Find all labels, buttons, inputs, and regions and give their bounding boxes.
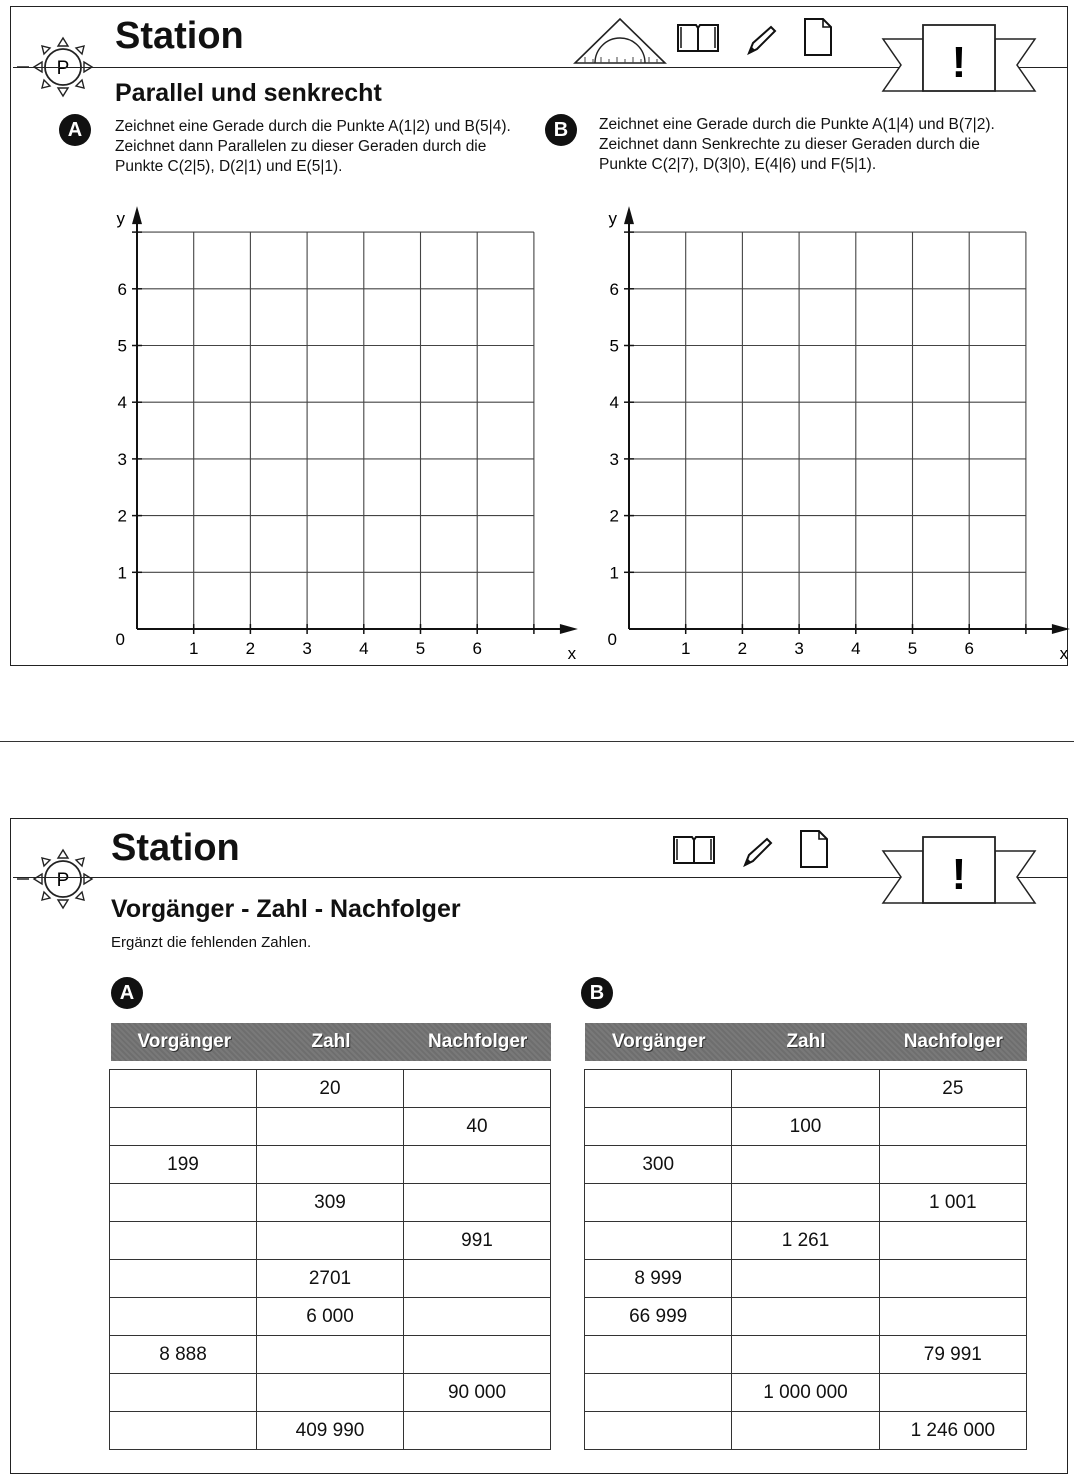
table-row	[110, 1108, 551, 1146]
answer-cell[interactable]	[110, 1070, 257, 1108]
value-cell: 300	[585, 1146, 732, 1184]
pencil-icon	[745, 23, 779, 57]
x-tick-label: 2	[245, 639, 256, 658]
value-cell: 6 000	[257, 1298, 404, 1336]
task-b-text: Zeichnet eine Gerade durch die Punkte A(1|4) und B(7|2). Zeichnet dann Senkrechte zu dieser Geraden durch die Punkte C(2|7), D(3|0), E(4|6) und F(5|1).	[599, 116, 995, 173]
answer-cell[interactable]	[404, 1146, 551, 1184]
origin-label: 0	[607, 630, 617, 649]
cut-line	[0, 741, 1074, 742]
answer-cell[interactable]	[879, 1298, 1026, 1336]
y-tick-label: 3	[117, 449, 127, 469]
x-tick-label: 4	[359, 639, 369, 658]
table-a-badge: A	[111, 977, 143, 1009]
value-cell: 8 888	[110, 1336, 257, 1374]
answer-cell[interactable]	[110, 1108, 257, 1146]
answer-cell[interactable]	[732, 1184, 879, 1222]
answer-cell[interactable]	[110, 1222, 257, 1260]
coordinate-grid-a[interactable]	[97, 193, 577, 663]
answer-cell[interactable]	[585, 1374, 732, 1412]
answer-cell[interactable]	[257, 1336, 404, 1374]
value-cell: 1 246 000	[879, 1412, 1026, 1450]
answer-cell[interactable]	[110, 1184, 257, 1222]
column-header: Vorgänger	[137, 1031, 232, 1052]
value-cell: 199	[110, 1146, 257, 1184]
answer-cell[interactable]	[404, 1260, 551, 1298]
y-tick-label: 1	[117, 563, 127, 583]
x-tick-label: 4	[851, 639, 861, 658]
station-title: Station	[115, 15, 244, 57]
y-tick-label: 2	[609, 506, 619, 526]
x-axis-arrow-icon	[1052, 624, 1070, 634]
value-cell: 1 001	[879, 1184, 1026, 1222]
table-row	[585, 1184, 1027, 1222]
table-row	[585, 1146, 1027, 1184]
answer-cell[interactable]	[110, 1298, 257, 1336]
value-cell: 1 261	[732, 1222, 879, 1260]
answer-cell[interactable]	[732, 1412, 879, 1450]
x-axis-label: x	[567, 644, 577, 663]
y-tick-label: 4	[117, 393, 127, 413]
x-tick-label: 3	[302, 639, 312, 658]
banner-mark: !	[951, 850, 967, 899]
value-cell: 2701	[257, 1260, 404, 1298]
document-icon	[799, 829, 829, 869]
value-cell: 40	[404, 1108, 551, 1146]
y-tick-label: 4	[609, 393, 619, 413]
station-card-vorgaenger	[10, 818, 1068, 1474]
table-row	[585, 1374, 1027, 1412]
table-b	[584, 1069, 1027, 1450]
logo-letter: P	[56, 870, 70, 891]
answer-cell[interactable]	[585, 1412, 732, 1450]
table-row	[585, 1336, 1027, 1374]
value-cell: 66 999	[585, 1298, 732, 1336]
task-a-text: Zeichnet eine Gerade durch die Punkte A(1|2) und B(5|4). Zeichnet dann Parallelen zu dieser Geraden durch die Punkte C(2|5), D(2|1) und E(5|1).	[115, 118, 511, 175]
answer-cell[interactable]	[879, 1260, 1026, 1298]
answer-cell[interactable]	[732, 1146, 879, 1184]
table-row	[110, 1146, 551, 1184]
table-row	[110, 1336, 551, 1374]
answer-cell[interactable]	[257, 1146, 404, 1184]
answer-cell[interactable]	[257, 1108, 404, 1146]
answer-cell[interactable]	[732, 1336, 879, 1374]
answer-cell[interactable]	[879, 1374, 1026, 1412]
x-axis-arrow-icon	[560, 624, 578, 634]
table-row	[585, 1070, 1027, 1108]
y-axis-label: y	[608, 209, 617, 229]
task-b-badge: B	[545, 114, 577, 146]
table-row	[110, 1222, 551, 1260]
y-axis-arrow-icon	[624, 206, 634, 224]
station-card-parallel	[10, 6, 1068, 666]
x-tick-label: 5	[907, 639, 918, 658]
x-tick-label: 6	[964, 639, 974, 658]
section-heading: Parallel und senkrecht	[115, 79, 382, 107]
table-a	[109, 1069, 551, 1450]
answer-cell[interactable]	[585, 1336, 732, 1374]
answer-cell[interactable]	[110, 1412, 257, 1450]
table-row	[585, 1412, 1027, 1450]
table-row	[585, 1260, 1027, 1298]
y-tick-label: 6	[117, 279, 127, 299]
answer-cell[interactable]	[879, 1222, 1026, 1260]
answer-cell[interactable]	[404, 1412, 551, 1450]
answer-cell[interactable]	[404, 1336, 551, 1374]
y-axis-label: y	[116, 209, 125, 229]
answer-cell[interactable]	[404, 1184, 551, 1222]
table-a-header	[111, 1023, 551, 1061]
y-tick-label: 2	[117, 506, 127, 526]
pencil-icon	[741, 835, 775, 869]
x-tick-label: 1	[680, 639, 691, 658]
answer-cell[interactable]	[404, 1298, 551, 1336]
answer-cell[interactable]	[732, 1298, 879, 1336]
value-cell: 25	[879, 1070, 1026, 1108]
answer-cell[interactable]	[879, 1146, 1026, 1184]
answer-cell[interactable]	[732, 1260, 879, 1298]
banner-flag-icon	[879, 19, 1039, 101]
table-row	[585, 1108, 1027, 1146]
answer-cell[interactable]	[585, 1222, 732, 1260]
value-cell: 409 990	[257, 1412, 404, 1450]
table-row	[110, 1184, 551, 1222]
table-row	[110, 1070, 551, 1108]
station-title: Station	[111, 827, 240, 869]
sun-logo-icon	[17, 21, 103, 107]
banner-mark: !	[951, 38, 967, 87]
answer-cell[interactable]	[585, 1108, 732, 1146]
value-cell: 991	[404, 1222, 551, 1260]
coordinate-grid-b[interactable]	[589, 193, 1069, 663]
sun-logo-icon	[17, 833, 103, 919]
table-row	[110, 1260, 551, 1298]
y-tick-label: 5	[117, 336, 127, 356]
y-tick-label: 3	[609, 449, 619, 469]
answer-cell[interactable]	[585, 1184, 732, 1222]
answer-cell[interactable]	[879, 1108, 1026, 1146]
value-cell: 309	[257, 1184, 404, 1222]
instruction-text: Ergänzt die fehlenden Zahlen.	[111, 934, 312, 951]
task-a-badge: A	[59, 114, 91, 146]
book-icon	[671, 833, 717, 867]
column-header: Zahl	[311, 1031, 351, 1052]
answer-cell[interactable]	[585, 1070, 732, 1108]
table-b-header	[585, 1023, 1027, 1061]
x-tick-label: 3	[794, 639, 804, 658]
y-tick-label: 5	[609, 336, 619, 356]
section-heading: Vorgänger - Zahl - Nachfolger	[111, 895, 461, 923]
x-axis-label: x	[1059, 644, 1069, 663]
answer-cell[interactable]	[110, 1374, 257, 1412]
column-header: Nachfolger	[903, 1031, 1003, 1052]
book-icon	[675, 21, 721, 55]
table-b-badge: B	[581, 977, 613, 1009]
answer-cell[interactable]	[257, 1374, 404, 1412]
logo-letter: P	[56, 58, 70, 79]
value-cell: 79 991	[879, 1336, 1026, 1374]
column-header: Vorgänger	[611, 1031, 706, 1052]
x-tick-label: 2	[737, 639, 748, 658]
document-icon	[803, 17, 833, 57]
y-tick-label: 1	[609, 563, 619, 583]
answer-cell[interactable]	[732, 1070, 879, 1108]
value-cell: 100	[732, 1108, 879, 1146]
origin-label: 0	[115, 630, 125, 649]
y-tick-label: 6	[609, 279, 619, 299]
column-header: Zahl	[786, 1031, 826, 1052]
x-tick-label: 5	[415, 639, 426, 658]
table-row	[585, 1298, 1027, 1336]
y-axis-arrow-icon	[132, 206, 142, 224]
banner-flag-icon	[879, 831, 1039, 913]
column-header: Nachfolger	[428, 1031, 528, 1052]
table-row	[585, 1222, 1027, 1260]
set-square-icon	[573, 17, 667, 65]
value-cell: 20	[257, 1070, 404, 1108]
value-cell: 1 000 000	[732, 1374, 879, 1412]
answer-cell[interactable]	[257, 1222, 404, 1260]
x-tick-label: 6	[472, 639, 482, 658]
x-tick-label: 1	[188, 639, 199, 658]
answer-cell[interactable]	[404, 1070, 551, 1108]
table-row	[110, 1412, 551, 1450]
table-row	[110, 1374, 551, 1412]
value-cell: 90 000	[404, 1374, 551, 1412]
answer-cell[interactable]	[110, 1260, 257, 1298]
table-row	[110, 1298, 551, 1336]
value-cell: 8 999	[585, 1260, 732, 1298]
